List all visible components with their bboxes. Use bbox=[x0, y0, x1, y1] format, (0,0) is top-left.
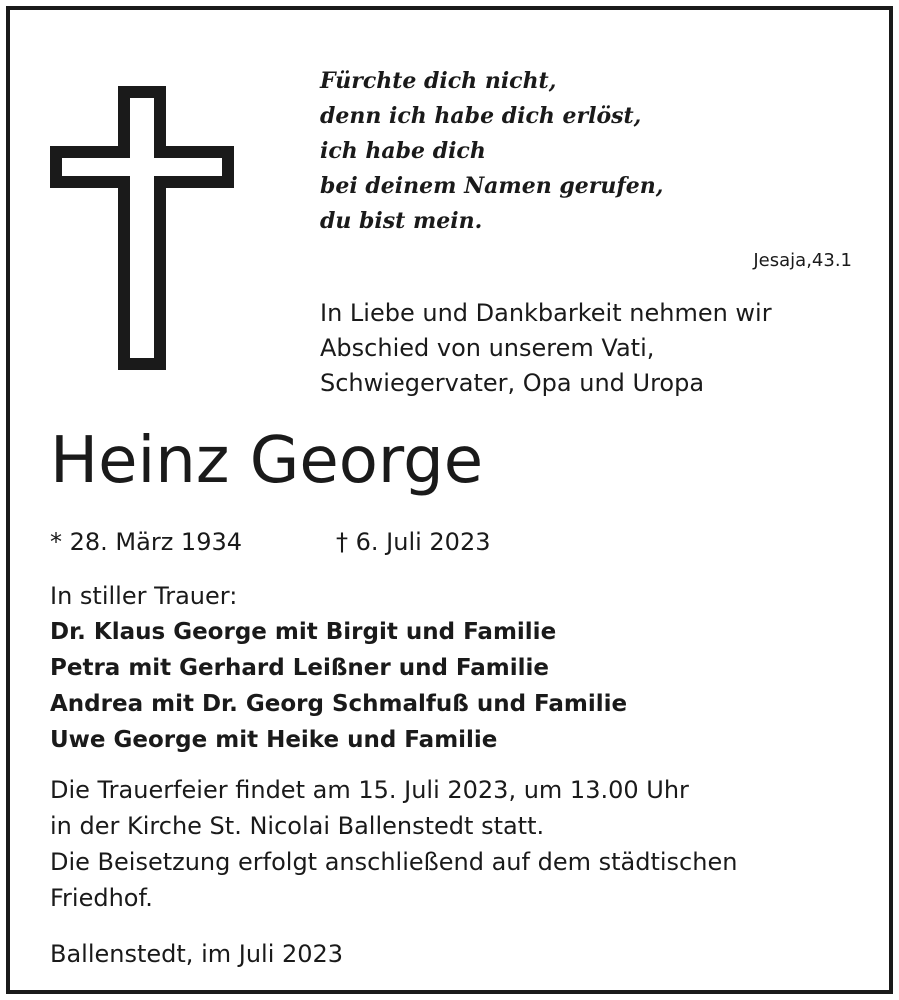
latin-cross-outline-icon bbox=[50, 86, 234, 370]
mourner-name: Uwe George mit Heike und Familie bbox=[50, 727, 498, 753]
intro-line: Abschied von unserem Vati, bbox=[320, 334, 655, 362]
quote-source: Jesaja,43.1 bbox=[753, 250, 852, 271]
intro-line: Schwiegervater, Opa und Uropa bbox=[320, 369, 705, 397]
quote-line: bei deinem Namen gerufen, bbox=[320, 173, 664, 199]
birth-date: * 28. März 1934 bbox=[50, 528, 243, 556]
mourner-name: Andrea mit Dr. Georg Schmalfuß und Familie bbox=[50, 691, 628, 717]
service-line: Friedhof. bbox=[50, 884, 153, 912]
mourners-label: In stiller Trauer: bbox=[50, 582, 238, 610]
service-line: in der Kirche St. Nicolai Ballenstedt statt. bbox=[50, 812, 545, 840]
life-dates bbox=[50, 524, 491, 560]
quote-line: ich habe dich bbox=[320, 138, 486, 164]
intro-text bbox=[320, 296, 772, 401]
service-info bbox=[50, 772, 737, 916]
place-and-date: Ballenstedt, im Juli 2023 bbox=[50, 940, 344, 968]
deceased-name: Heinz George bbox=[50, 424, 484, 498]
bible-quote bbox=[320, 64, 663, 239]
mourners-section bbox=[50, 578, 627, 758]
mourner-name: Dr. Klaus George mit Birgit und Familie bbox=[50, 619, 557, 645]
mourner-name: Petra mit Gerhard Leißner und Familie bbox=[50, 655, 550, 681]
quote-line: denn ich habe dich erlöst, bbox=[320, 103, 642, 129]
death-date: † 6. Juli 2023 bbox=[336, 528, 491, 556]
service-line: Die Trauerfeier findet am 15. Juli 2023, um 13.00 Uhr bbox=[50, 776, 689, 804]
quote-line: du bist mein. bbox=[320, 208, 483, 234]
intro-line: In Liebe und Dankbarkeit nehmen wir bbox=[320, 299, 772, 327]
service-line: Die Beisetzung erfolgt anschließend auf dem städtischen bbox=[50, 848, 738, 876]
quote-line: Fürchte dich nicht, bbox=[320, 68, 557, 94]
